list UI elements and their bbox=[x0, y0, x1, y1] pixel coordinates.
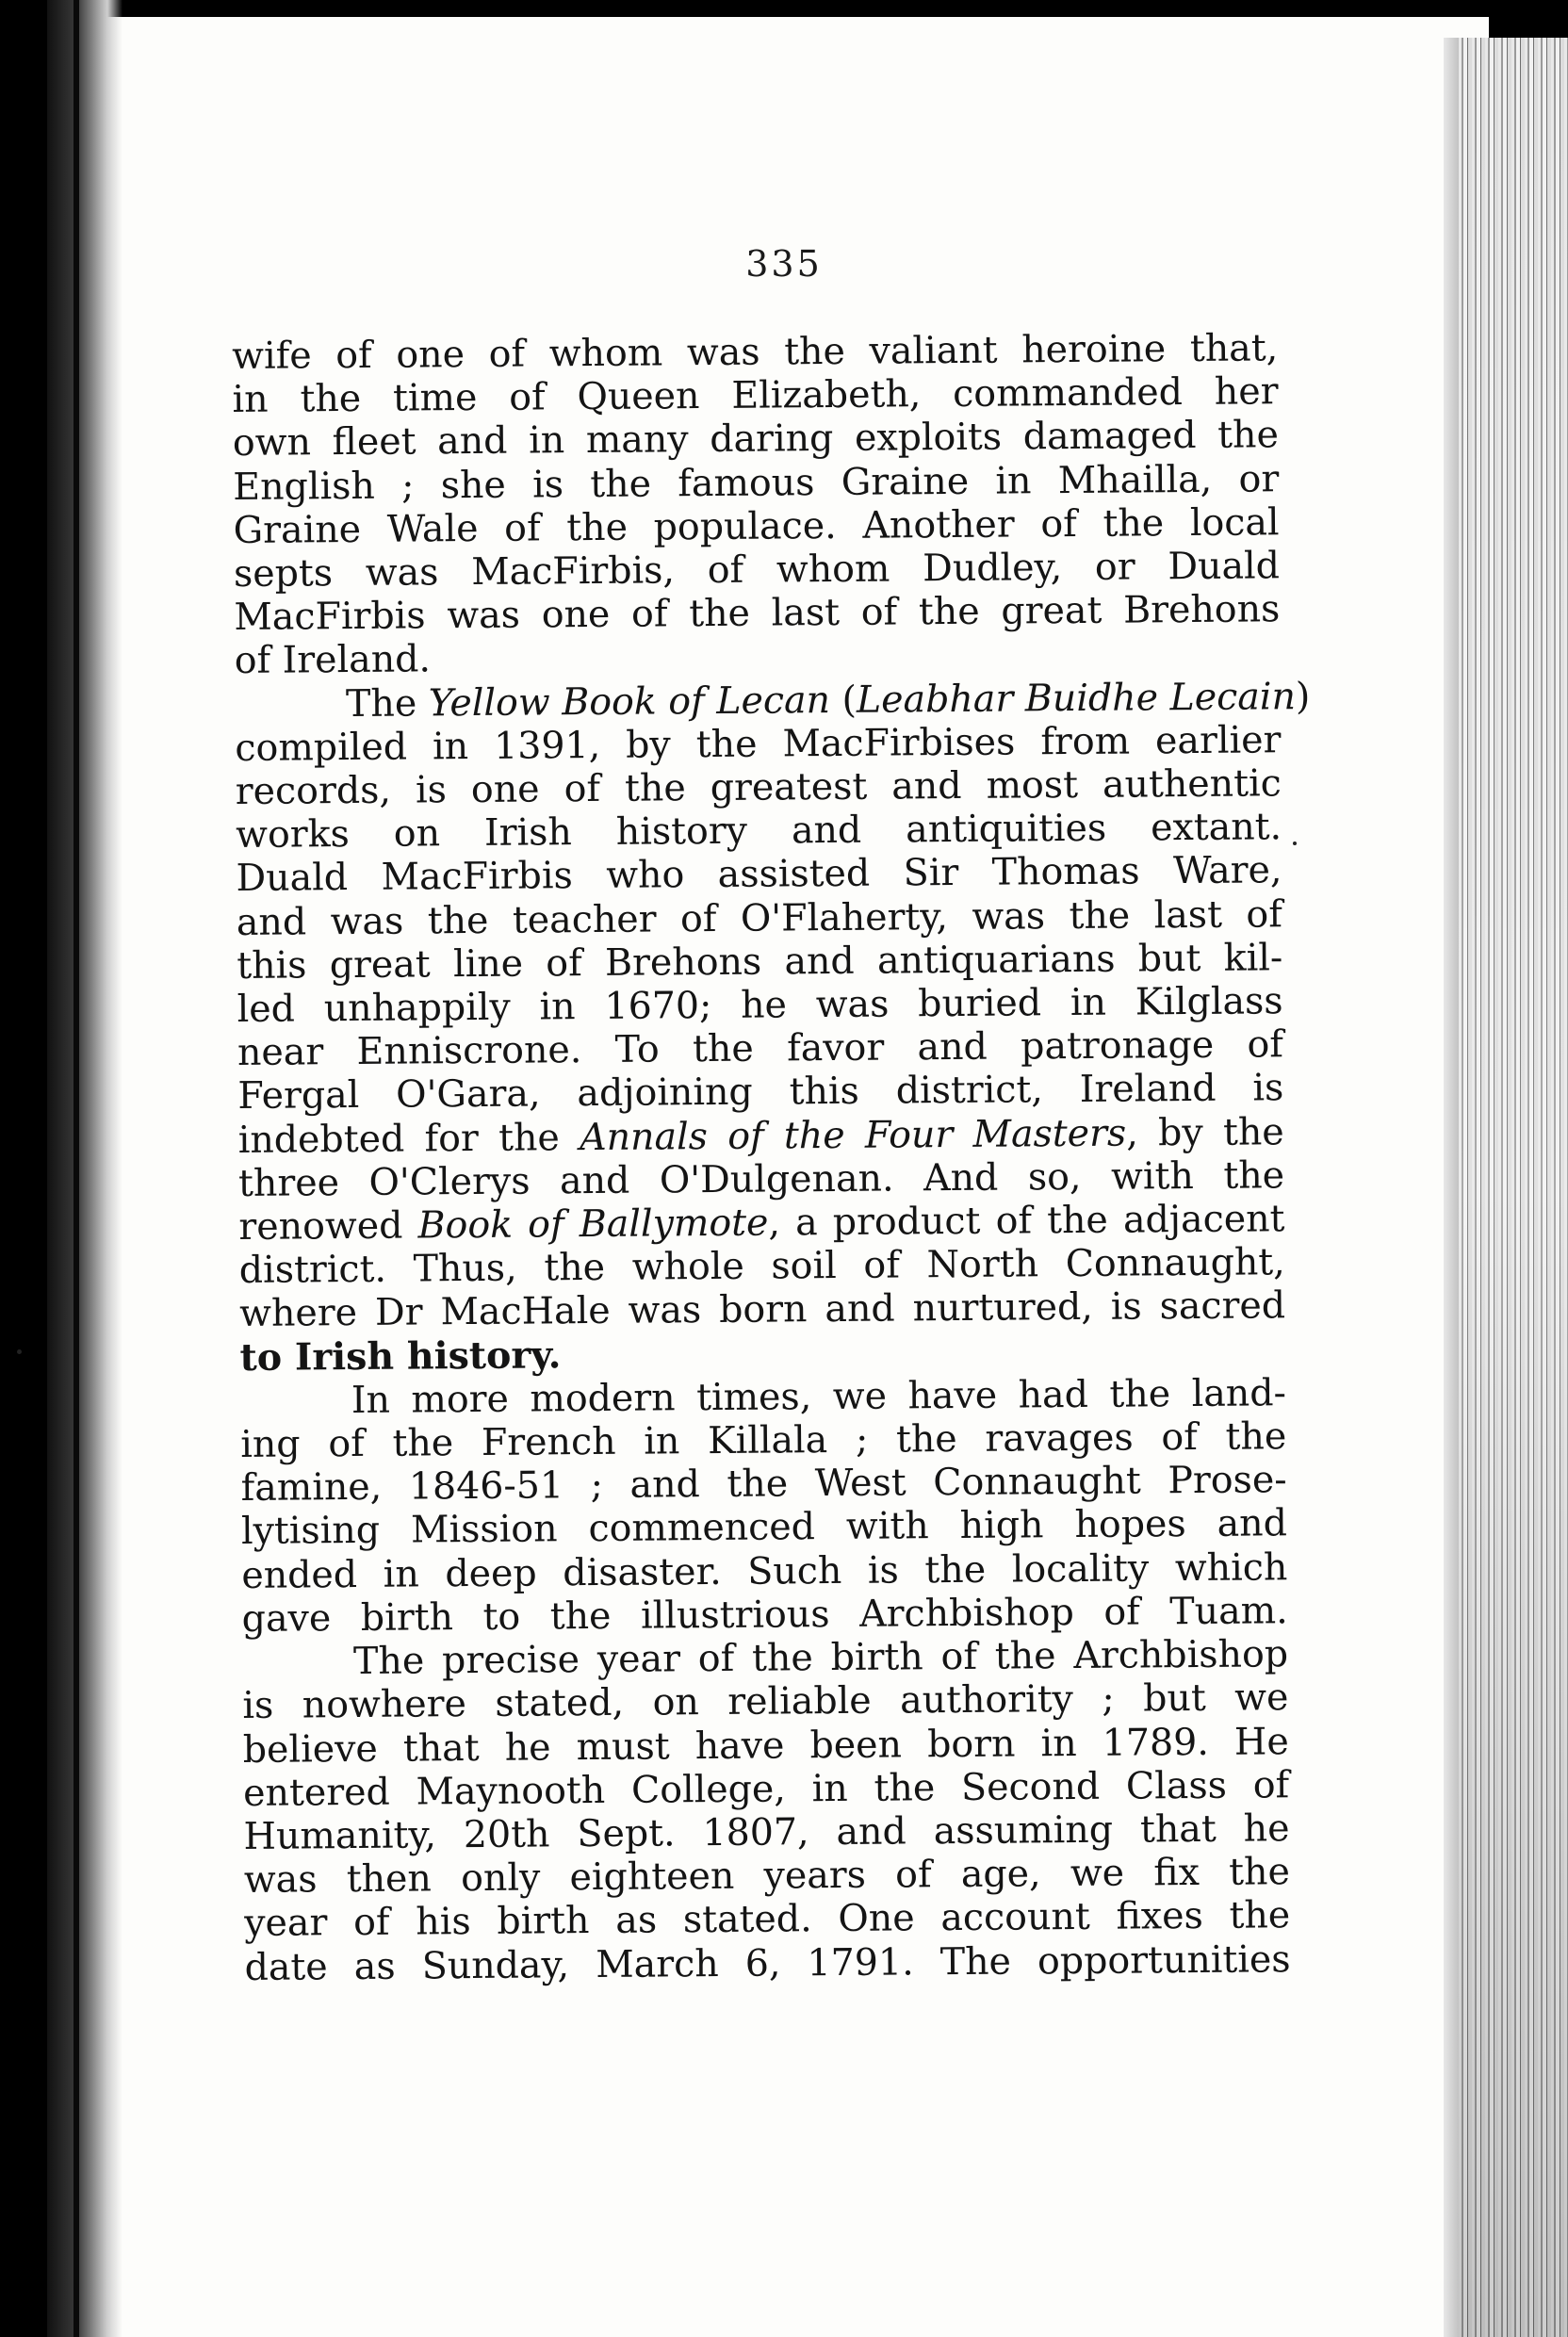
text-line: is nowhere stated, on reliable authority ; but we bbox=[242, 1675, 1289, 1728]
paragraph-1 bbox=[232, 326, 1281, 682]
text-fragment: , a product of the adjacent bbox=[768, 1197, 1285, 1245]
text-line: Humanity, 20th Sept. 1807, and assuming that he bbox=[243, 1806, 1290, 1858]
body-text bbox=[232, 326, 1311, 1989]
text-line: year of his birth as stated. One account fixes the bbox=[244, 1893, 1291, 1946]
scan-speck bbox=[1293, 842, 1297, 845]
text-fragment: renowed bbox=[238, 1203, 418, 1250]
text-line: and was the teacher of O'Flaherty, was the last of bbox=[236, 891, 1283, 944]
text-line: wife of one of whom was the valiant heroine that, bbox=[232, 326, 1279, 378]
text-line: ing of the French in Killala ; the ravages of the bbox=[240, 1414, 1287, 1467]
text-line: famine, 1846-51 ; and the West Connaught Prose- bbox=[240, 1458, 1287, 1511]
text-line: where Dr MacHale was born and nurtured, is sacred bbox=[238, 1283, 1286, 1336]
text-line: was then only eighteen years of age, we fix the bbox=[243, 1850, 1291, 1903]
text-line: near Enniscrone. To the favor and patronage of bbox=[237, 1022, 1284, 1075]
book-title-yellow-book: Yellow Book of Lecan bbox=[428, 678, 831, 725]
text-line: own fleet and in many daring exploits damaged the bbox=[232, 413, 1280, 466]
text-line: ended in deep disaster. Such is the locality which bbox=[241, 1544, 1288, 1597]
text-line: led unhappily in 1670; he was buried in Kilglass bbox=[237, 979, 1283, 1032]
page-number: 335 bbox=[745, 243, 823, 285]
text-line: three O'Clerys and O'Dulgenan. And so, with the bbox=[237, 1153, 1285, 1205]
paragraph-4 bbox=[242, 1632, 1291, 1988]
text-line: to Irish history. bbox=[239, 1332, 562, 1380]
scan-speck bbox=[17, 1349, 22, 1354]
text-line: records, is one of the greatest and most authentic bbox=[235, 761, 1282, 814]
text-line: this great line of Brehons and antiquarians but kil- bbox=[237, 936, 1283, 988]
text-line: Graine Wale of the populace. Another of the local bbox=[233, 500, 1280, 552]
text-line: compiled in 1391, by the MacFirbises from earlier bbox=[235, 718, 1282, 770]
text-line: in the time of Queen Elizabeth, commanded her bbox=[232, 369, 1279, 422]
book-title-leabhar: Leabhar Buidhe Lecain bbox=[856, 674, 1297, 722]
text-line: entered Maynooth College, in the Second Class of bbox=[242, 1762, 1290, 1815]
paragraph-3 bbox=[240, 1371, 1288, 1641]
text-line: district. Thus, the whole soil of North Connaught, bbox=[238, 1240, 1285, 1293]
text-fragment: indebted for the bbox=[237, 1115, 580, 1162]
text-line: believe that he must have been born in 1789. He bbox=[242, 1719, 1289, 1772]
text-line: date as Sunday, March 6, 1791. The opportunities bbox=[244, 1937, 1291, 1989]
text-line: works on Irish history and antiquities extant. bbox=[235, 805, 1282, 858]
text-fragment: ( bbox=[829, 678, 858, 722]
binding-gutter-line bbox=[74, 0, 79, 2337]
text-fragment: ) bbox=[1295, 674, 1311, 718]
text-line: lytising Mission commenced with high hopes and bbox=[240, 1501, 1288, 1554]
text-line: MacFirbis was one of the last of the great Brehons bbox=[234, 587, 1281, 640]
book-title-ballymote: Book of Ballymote bbox=[417, 1201, 769, 1248]
text-line: The precise year of the birth of the Archbishop bbox=[352, 1632, 1289, 1684]
text-line: septs was MacFirbis, of whom Dudley, or Duald bbox=[233, 544, 1281, 597]
text-line: Duald MacFirbis who assisted Sir Thomas Ware, bbox=[236, 848, 1282, 901]
text-line: In more modern times, we have had the land- bbox=[351, 1371, 1287, 1422]
text-line: gave birth to the illustrious Archbishop of Tuam. bbox=[241, 1589, 1288, 1641]
book-title-annals: Annals of the Four Masters bbox=[579, 1111, 1127, 1159]
paragraph-2 bbox=[235, 674, 1311, 1380]
text-line: of Ireland. bbox=[234, 637, 432, 683]
text-line: Fergal O'Gara, adjoining this district, Ireland is bbox=[237, 1066, 1284, 1119]
text-fragment: The bbox=[345, 680, 429, 726]
page-stack-edges bbox=[1459, 38, 1568, 2337]
binding-gutter-shadow bbox=[47, 0, 122, 2337]
text-fragment: , by the bbox=[1126, 1109, 1284, 1155]
text-line: English ; she is the famous Graine in Mhailla, or bbox=[233, 456, 1280, 509]
